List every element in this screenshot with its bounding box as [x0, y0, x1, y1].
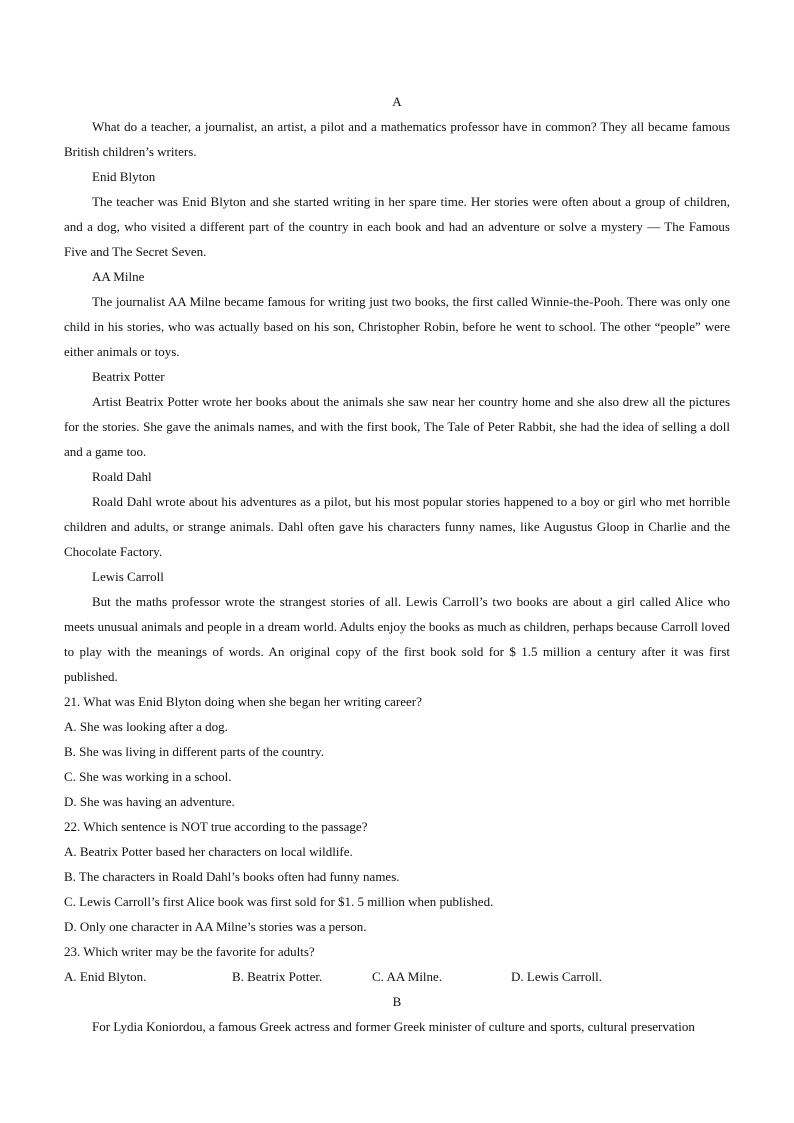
question-option: A. Enid Blyton. — [64, 969, 147, 984]
section-text: But the maths professor wrote the strangest stories of all. Lewis Carroll’s two books are about a girl called Alice who meets unusual animals and people in a dream world. Adults enjoy the books as much as children, perhaps because Carroll loved to play with the meanings of words. An original copy of the first book sold for $ 1.5 million a century after it was first published. — [64, 594, 730, 684]
question-option: C. Lewis Carroll’s first Alice book was first sold for $1. 5 million when published. — [64, 894, 494, 909]
question-option: B. She was living in different parts of the country. — [64, 744, 324, 759]
question-stem: 22. Which sentence is NOT true according to the passage? — [64, 819, 368, 834]
question-option: B. Beatrix Potter. — [232, 969, 323, 984]
question-options-row — [64, 964, 730, 989]
section-name: AA Milne — [92, 269, 145, 284]
document-content — [64, 89, 730, 1039]
question-option: C. She was working in a school. — [64, 769, 232, 784]
question-stem: 23. Which writer may be the favorite for adults? — [64, 944, 315, 959]
section-name: Enid Blyton — [92, 169, 156, 184]
question-stem: 21. What was Enid Blyton doing when she began her writing career? — [64, 694, 422, 709]
passage-a-label: A — [392, 94, 402, 109]
question-option: D. Lewis Carroll. — [511, 969, 602, 984]
question-option: B. The characters in Roald Dahl’s books often had funny names. — [64, 869, 400, 884]
passage-b-label: B — [392, 994, 402, 1009]
question-option: D. She was having an adventure. — [64, 794, 235, 809]
section-name: Lewis Carroll — [92, 569, 164, 584]
question-option: D. Only one character in AA Milne’s stories was a person. — [64, 919, 367, 934]
section-text: The teacher was Enid Blyton and she started writing in her spare time. Her stories were often about a group of children, and a dog, who visited a different part of the country in each book and had an adventure or solve a mystery — The Famous Five and The Secret Seven. — [64, 194, 730, 259]
section-text: Artist Beatrix Potter wrote her books about the animals she saw near her country home and she also drew all the pictures for the stories. She gave the animals names, and with the first book, The Tale of Peter Rabbit, she had the idea of selling a doll and a game too. — [64, 394, 730, 459]
section-text: The journalist AA Milne became famous for writing just two books, the first called Winnie-the-Pooh. There was only one child in his stories, who was actually based on his son, Christopher Robin, before he went to school. The other “people” were either animals or toys. — [64, 294, 730, 359]
question-option: C. AA Milne. — [372, 969, 443, 984]
question-option: A. Beatrix Potter based her characters on local wildlife. — [64, 844, 353, 859]
question-option: A. She was looking after a dog. — [64, 719, 228, 734]
passage-b-intro: For Lydia Koniordou, a famous Greek actress and former Greek minister of culture and sports, cultural preservation — [92, 1019, 695, 1034]
section-text: Roald Dahl wrote about his adventures as a pilot, but his most popular stories happened to a boy or girl who met horrible children and adults, or strange animals. Dahl often gave his characters funny names, like Augustus Gloop in Charlie and the Chocolate Factory. — [64, 494, 730, 559]
passage-a-intro: What do a teacher, a journalist, an artist, a pilot and a mathematics professor have in common? They all became famous British children’s writers. — [64, 119, 730, 159]
section-name: Roald Dahl — [92, 469, 152, 484]
section-name: Beatrix Potter — [92, 369, 165, 384]
